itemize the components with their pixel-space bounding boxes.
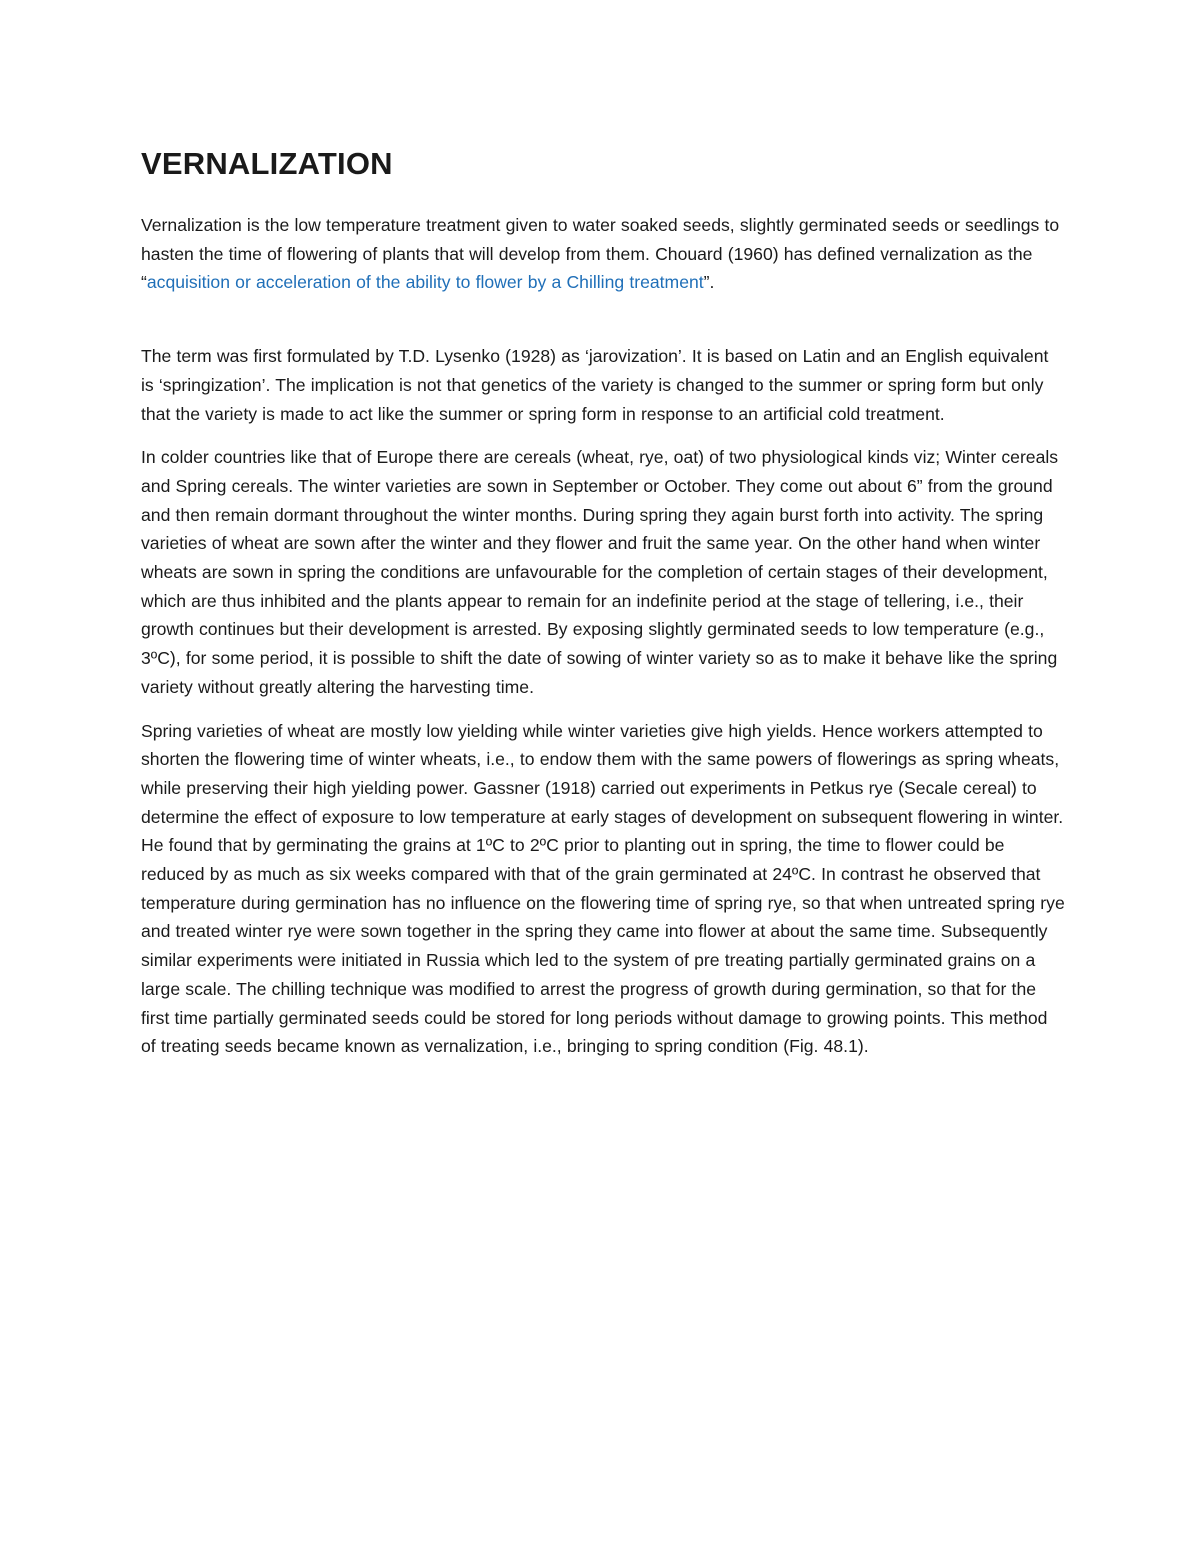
definition-text: Vernalization is the low temperature treatment given to water soaked seeds, slightly germinated seeds or seedlings to hasten the time of flowering of plants that will develop from them. Chouard (1960) has defined vernalization as the “ (141, 215, 1060, 293)
paragraph-gassner-experiments: Spring varieties of wheat are mostly low yielding while winter varieties give high yields. Hence workers attempted to shorten the flowering time of winter wheats, i.e., to endow them with the same powers of flowerings as spring wheats, while preserving their high yielding power. Gassner (1918) carried out experiments in Petkus rye (Secale cereal) to determine the effect of exposure to low temperature at early stages of development on subsequent flowering in winter. He found that by germinating the grains at 1ºC to 2ºC prior to planting out in spring, the time to flower could be reduced by as much as six weeks compared with that of the grain germinated at 24ºC. In contrast he observed that temperature during germination has no influence on the flowering time of spring rye, so that when untreated spring rye and treated winter rye were sown together in the spring they came into flower at about the same time. Subsequently similar experiments were initiated in Russia which led to the system of pre treating partially germinated grains on a large scale. The chilling technique was modified to arrest the progress of growth during germination, so that for the first time partially germinated seeds could be stored for long periods without damage to growing points. This method of treating seeds became known as vernalization, i.e., bringing to spring condition (Fig. 48.1). (141, 720, 1065, 1057)
paragraph-definition (141, 211, 1066, 297)
paragraph-term-origin: The term was first formulated by T.D. Lysenko (1928) as ‘jarovization’. It is based on Latin and an English equivalent is ‘springization’. The implication is not that genetics of the variety is changed to the summer or spring form but only that the variety is made to act like the summer or spring form in response to an artificial cold treatment. (141, 346, 1049, 424)
definition-highlight: acquisition or acceleration of the ability to flower by a Chilling treatment (146, 272, 704, 293)
definition-closing: ”. (703, 272, 715, 293)
paragraph-winter-spring-cereals: In colder countries like that of Europe there are cereals (wheat, rye, oat) of two physiological kinds viz; Winter cereals and Spring cereals. The winter varieties are sown in September or October. They come out about 6” from the ground and then remain dormant throughout the winter months. During spring they again burst forth into activity. The spring varieties of wheat are sown after the winter and they flower and fruit the same year. On the other hand when winter wheats are sown in spring the conditions are unfavourable for the completion of certain stages of their development, which are thus inhibited and the plants appear to remain for an indefinite period at the stage of tellering, i.e., their growth continues but their development is arrested. By exposing slightly germinated seeds to low temperature (e.g., 3ºC), for some period, it is possible to shift the date of sowing of winter variety so as to make it behave like the spring variety without greatly altering the harvesting time. (141, 447, 1059, 697)
page-title: VERNALIZATION (141, 146, 393, 181)
document-body (141, 140, 1066, 1076)
